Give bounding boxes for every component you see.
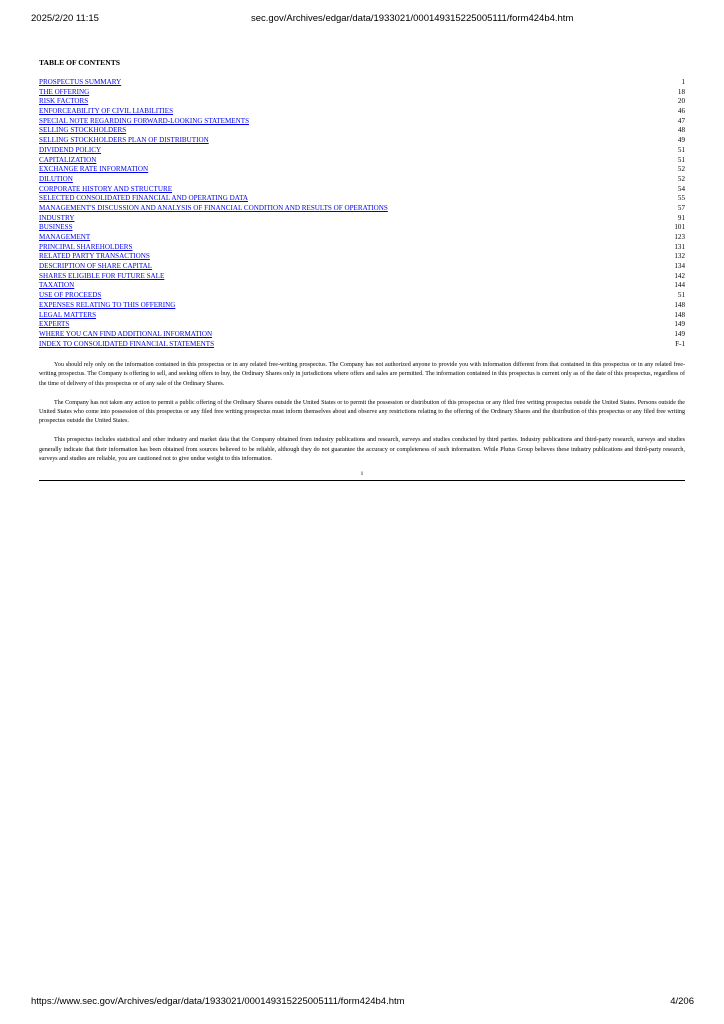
toc-entry-page: 55 bbox=[677, 194, 685, 203]
toc-entry bbox=[39, 175, 685, 185]
toc-entry bbox=[39, 281, 685, 291]
toc-entry bbox=[39, 262, 685, 272]
toc-entry-link[interactable]: SHARES ELIGIBLE FOR FUTURE SALE bbox=[39, 271, 165, 280]
toc-entry-page: 54 bbox=[677, 184, 685, 193]
toc-entry-page: 91 bbox=[677, 213, 685, 222]
toc-entry-link[interactable]: SELLING STOCKHOLDERS PLAN OF DISTRIBUTION bbox=[39, 136, 209, 145]
toc-entry-page: 148 bbox=[674, 300, 685, 309]
toc-entry-link[interactable]: THE OFFERING bbox=[39, 87, 90, 96]
toc-entry-link[interactable]: EXCHANGE RATE INFORMATION bbox=[39, 165, 149, 174]
toc-entry bbox=[39, 204, 685, 214]
toc-entry-page: 46 bbox=[677, 107, 685, 116]
page-divider bbox=[39, 480, 685, 481]
toc-entry-page: 51 bbox=[677, 291, 685, 300]
toc-entry-page: 52 bbox=[677, 165, 685, 174]
print-header bbox=[0, 13, 724, 27]
toc-entry bbox=[39, 214, 685, 224]
toc-entry bbox=[39, 117, 685, 127]
toc-entry bbox=[39, 136, 685, 146]
document-page-number: i bbox=[361, 470, 363, 478]
toc-entry-link[interactable]: USE OF PROCEEDS bbox=[39, 291, 102, 300]
toc-entry-page: 18 bbox=[677, 87, 685, 96]
toc-entry-page: 134 bbox=[674, 262, 685, 271]
toc-entry-page: 142 bbox=[674, 271, 685, 280]
toc-entry-page: 47 bbox=[677, 116, 685, 125]
toc-entry bbox=[39, 146, 685, 156]
toc-entry-page: 20 bbox=[677, 97, 685, 106]
toc-entry-link[interactable]: LEGAL MATTERS bbox=[39, 310, 97, 319]
toc-entry bbox=[39, 330, 685, 340]
toc-entry-link[interactable]: EXPENSES RELATING TO THIS OFFERING bbox=[39, 300, 176, 309]
toc-entry-page: F-1 bbox=[675, 339, 685, 348]
toc-entry-link[interactable]: INDEX TO CONSOLIDATED FINANCIAL STATEMENTS bbox=[39, 339, 215, 348]
paragraph-reliance-notice: You should rely only on the information contained in this prospectus or in any related free-writing prospectus. The Company has not authorized anyone to provide you with information different from that contained in this prospectus or in any related free-writing prospectus. The Company is offering to sell, and seeking offers to buy, the Ordinary Shares only in jurisdictions where offers and sales are permitted. The information contained in this prospectus is current only as of the date of this prospectus, regardless of the time of delivery of this prospectus or of any sale of the Ordinary Shares. bbox=[39, 362, 685, 387]
toc-entry-page: 149 bbox=[674, 320, 685, 329]
toc-entry-page: 132 bbox=[674, 252, 685, 261]
toc-entry-link[interactable]: MANAGEMENT'S DISCUSSION AND ANALYSIS OF FINANCIAL CONDITION AND RESULTS OF OPERATIONS bbox=[39, 203, 388, 212]
print-footer bbox=[0, 996, 724, 1010]
toc-entry-page: 57 bbox=[677, 203, 685, 212]
print-footer-url: https://www.sec.gov/Archives/edgar/data/1933021/000149315225005111/form424b4.htm bbox=[31, 996, 405, 1007]
toc-entry-link[interactable]: EXPERTS bbox=[39, 320, 70, 329]
toc-entry-link[interactable]: WHERE YOU CAN FIND ADDITIONAL INFORMATION bbox=[39, 329, 213, 338]
toc-entry-page: 49 bbox=[677, 136, 685, 145]
toc-list bbox=[39, 78, 685, 349]
toc-entry bbox=[39, 126, 685, 136]
toc-entry-link[interactable]: ENFORCEABILITY OF CIVIL LIABILITIES bbox=[39, 107, 174, 116]
toc-entry-link[interactable]: PROSPECTUS SUMMARY bbox=[39, 78, 122, 86]
toc-entry-page: 123 bbox=[674, 233, 685, 241]
toc-entry-link[interactable]: PRINCIPAL SHAREHOLDERS bbox=[39, 242, 133, 251]
toc-entry bbox=[39, 165, 685, 175]
toc-title: TABLE OF CONTENTS bbox=[39, 58, 121, 67]
toc-entry bbox=[39, 97, 685, 107]
toc-entry-page: 1 bbox=[681, 78, 685, 86]
toc-entry bbox=[39, 233, 685, 243]
toc-entry-link[interactable]: RISK FACTORS bbox=[39, 97, 89, 106]
toc-entry bbox=[39, 223, 685, 233]
toc-entry-page: 149 bbox=[674, 329, 685, 338]
paragraph-offering-restrictions: The Company has not taken any action to permit a public offering of the Ordinary Shares outside the United States or to permit the possession or distribution of this prospectus or any filed free writing prospectus outside the United States. Persons outside the United States who come into possession of this prospectus or any filed free writing prospectus must inform themselves about and observe any restrictions relating to the offering of the Ordinary Shares and the distribution of this prospectus or any filed free writing prospectus outside the United States. bbox=[39, 399, 685, 425]
toc-entry-link[interactable]: DESCRIPTION OF SHARE CAPITAL bbox=[39, 262, 153, 271]
toc-entry-link[interactable]: MANAGEMENT bbox=[39, 233, 91, 241]
toc-entry bbox=[39, 340, 685, 350]
toc-entry-page: 48 bbox=[677, 126, 685, 135]
toc-entry bbox=[39, 291, 685, 301]
toc-entry-page: 51 bbox=[677, 155, 685, 164]
paragraph-industry-data: This prospectus includes statistical and other industry and market data that the Company obtained from industry publications and research, surveys and studies conducted by third parties. Industry publications and third-party research, surveys and studies generally indicate that their information has been obtained from sources believed to be reliable, although they do not guarantee the accuracy or completeness of such information. While Plutus Group believes these industry publications and third-party research, surveys and studies are reliable, you are cautioned not to give undue weight to this information. bbox=[39, 437, 685, 462]
toc-entry-page: 148 bbox=[674, 310, 685, 319]
toc-entry bbox=[39, 320, 685, 330]
toc-entry-link[interactable]: RELATED PARTY TRANSACTIONS bbox=[39, 252, 150, 261]
toc-entry-link[interactable]: SELECTED CONSOLIDATED FINANCIAL AND OPERATING DATA bbox=[39, 194, 249, 203]
toc-entry bbox=[39, 301, 685, 311]
toc-entry bbox=[39, 252, 685, 262]
toc-entry bbox=[39, 311, 685, 321]
toc-entry-link[interactable]: BUSINESS bbox=[39, 223, 73, 232]
toc-entry bbox=[39, 185, 685, 195]
toc-entry-link[interactable]: DILUTION bbox=[39, 174, 73, 183]
print-datetime: 2025/2/20 11:15 bbox=[31, 13, 99, 24]
toc-entry-link[interactable]: CORPORATE HISTORY AND STRUCTURE bbox=[39, 184, 173, 193]
toc-entry-link[interactable]: SPECIAL NOTE REGARDING FORWARD-LOOKING STATEMENTS bbox=[39, 116, 250, 125]
toc-entry bbox=[39, 107, 685, 117]
toc-entry bbox=[39, 88, 685, 98]
toc-entry bbox=[39, 156, 685, 166]
document-page bbox=[39, 58, 685, 481]
toc-entry-page: 131 bbox=[674, 242, 685, 251]
toc-entry-page: 51 bbox=[677, 145, 685, 154]
toc-entry-link[interactable]: DIVIDEND POLICY bbox=[39, 145, 102, 154]
toc-entry-page: 101 bbox=[674, 223, 685, 232]
print-page-counter: 4/206 bbox=[670, 996, 694, 1007]
toc-entry-page: 144 bbox=[674, 281, 685, 290]
toc-entry-link[interactable]: TAXATION bbox=[39, 281, 75, 290]
toc-entry-page: 52 bbox=[677, 174, 685, 183]
toc-entry-link[interactable]: SELLING STOCKHOLDERS bbox=[39, 126, 127, 135]
toc-entry-link[interactable]: INDUSTRY bbox=[39, 213, 75, 222]
toc-entry-link[interactable]: CAPITALIZATION bbox=[39, 155, 97, 164]
print-page-url: sec.gov/Archives/edgar/data/1933021/000149315225005111/form424b4.htm bbox=[251, 13, 574, 24]
toc-entry bbox=[39, 78, 685, 88]
toc-entry bbox=[39, 272, 685, 282]
toc-entry bbox=[39, 194, 685, 204]
toc-entry bbox=[39, 243, 685, 253]
